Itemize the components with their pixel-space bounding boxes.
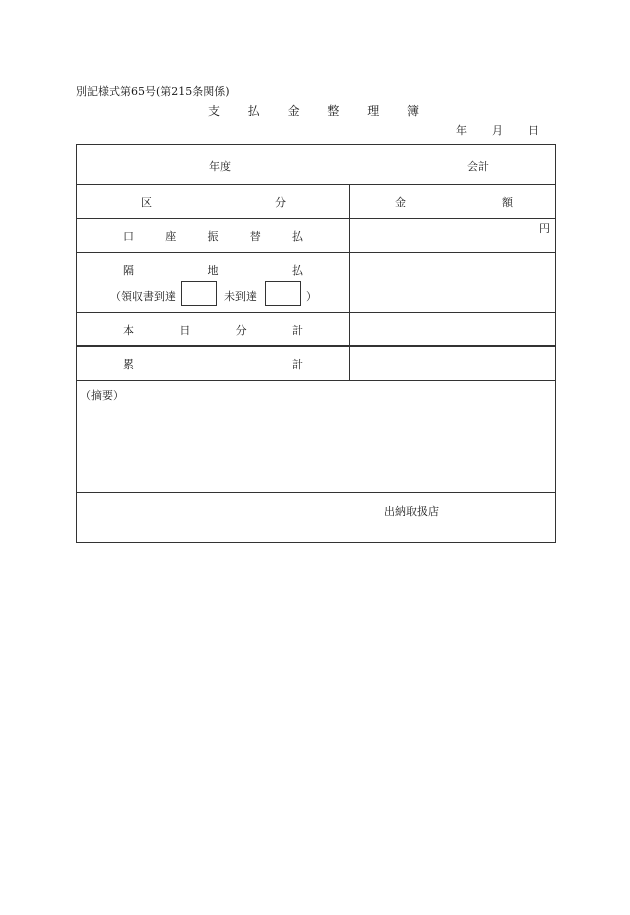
- category-header: [141, 194, 286, 210]
- receipt-arrived-label: （領収書到達: [110, 290, 176, 303]
- transfer-row-label: [123, 228, 303, 244]
- amount-header: [395, 194, 513, 210]
- receipt-arrived-box[interactable]: [181, 281, 217, 306]
- row-divider: [77, 252, 555, 253]
- close-paren: ）: [306, 290, 317, 303]
- category-header-text: 区 分: [141, 196, 286, 209]
- daily-total-label: [123, 322, 303, 338]
- cumulative-label: [123, 356, 303, 372]
- year-label: 年: [456, 124, 467, 137]
- yen-unit: 円: [539, 222, 550, 235]
- month-label: 月: [492, 124, 503, 137]
- ledger-form-table: [76, 144, 556, 543]
- transfer-row-text: 口 座 振 替 払: [123, 230, 303, 243]
- day-label: 日: [528, 124, 539, 137]
- cumulative-text: 累 計: [123, 358, 303, 371]
- row-divider: [77, 345, 555, 347]
- fiscal-year-label: 年度: [209, 160, 231, 173]
- row-divider: [77, 380, 555, 381]
- not-arrived-box[interactable]: [265, 281, 301, 306]
- column-divider: [349, 184, 350, 380]
- not-arrived-label: 未到達: [224, 290, 257, 303]
- row-divider: [77, 218, 555, 219]
- row-divider: [77, 184, 555, 185]
- title-text: 支 払 金 整 理 簿: [208, 104, 421, 118]
- page-title: [208, 102, 421, 119]
- remote-payment-text: 隔 地 払: [123, 264, 303, 277]
- daily-total-text: 本 日 分 計: [123, 324, 303, 337]
- account-label: 会計: [467, 160, 489, 173]
- form-number: 別記様式第65号(第215条関係): [76, 85, 230, 98]
- treasury-agent-label: 出納取扱店: [384, 505, 439, 518]
- row-divider: [77, 312, 555, 313]
- remote-payment-label: [123, 262, 303, 278]
- amount-header-text: 金 額: [395, 196, 513, 209]
- row-divider: [77, 492, 555, 493]
- summary-label: （摘要）: [80, 389, 124, 402]
